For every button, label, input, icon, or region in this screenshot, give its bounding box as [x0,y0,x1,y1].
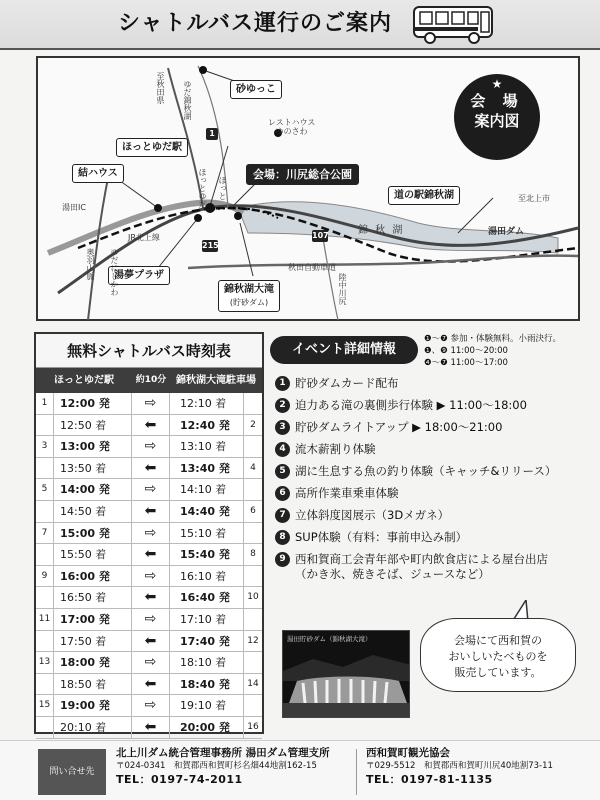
org-tourism-association [366,747,553,786]
time-hottoyuda: 16:50 着 [54,587,132,608]
event-text [295,552,585,582]
time-hottoyuda: 12:00 発 [54,393,132,414]
arrow-left-icon: ⬅ [132,631,170,652]
map-label-hottoyuda-small: ほっとゆだ [198,168,207,208]
row-number-left: 5 [36,479,54,500]
event-item [275,508,585,523]
timetable-row [36,458,262,480]
event-number-badge: 7 [275,508,290,523]
event-title: 湖に生息する魚の釣り体験（キャッチ&リリース） [295,464,557,478]
org2-address: 〒029-5512 和賀郡西和賀町川尻40地割73-11 [366,761,553,771]
event-text [295,530,585,545]
event-item [275,376,585,391]
star-icon: ★ [491,77,503,91]
arrow-right-icon: ⇨ [132,609,170,630]
timetable-header [36,368,262,393]
time-hottoyuda: 20:10 着 [54,717,132,738]
events-notes [424,333,561,369]
map-label-yuda-ic: 湯田IC [62,203,86,212]
time-falls-parking: 18:40 発 [170,674,244,695]
arrow-left-icon: ⬅ [132,415,170,436]
map-label-to-akita: 至秋田県 [156,72,165,104]
time-falls-parking: 15:40 発 [170,544,244,565]
row-number-left: 9 [36,566,54,587]
row-number-left: 7 [36,523,54,544]
event-number-badge: 6 [275,486,290,501]
timetable-row [36,674,262,696]
venue-map [36,56,580,321]
timetable-row [36,587,262,609]
timetable-row [36,566,262,588]
event-title: 西和賀商工会青年部や町内飲食店による屋台出店 [295,552,548,566]
map-label-ouu: 奥羽山脈 [86,248,95,280]
timetable-row [36,631,262,653]
time-hottoyuda: 14:00 発 [54,479,132,500]
event-text [295,486,585,501]
event-number-badge: 3 [275,420,290,435]
time-hottoyuda: 14:50 着 [54,501,132,522]
row-number-right: 6 [250,505,256,516]
col-falls-parking: 錦秋湖大滝駐車場 [176,375,256,386]
venue-map-badge [454,74,540,160]
time-hottoyuda: 19:00 発 [54,695,132,716]
event-text [295,398,585,413]
row-number-left [36,587,54,608]
row-number-left: 13 [36,652,54,673]
events-header: イベント詳細情報 [270,336,418,364]
event-item [275,420,585,435]
row-number-right: 12 [247,635,259,646]
row-number-left [36,501,54,522]
org2-name: 西和賀町観光協会 [366,747,450,759]
row-number-right [244,436,262,457]
event-item [275,464,585,479]
event-number-badge: 1 [275,376,290,391]
header-banner [0,0,600,50]
map-label-yudadam: 湯田ダム [488,227,525,237]
map-label-michinoeki: 道の駅錦秋湖 [388,186,460,205]
time-hottoyuda: 18:50 着 [54,674,132,695]
events-note-1: ❶〜❼ 参加・体験無料。小雨決行。 [424,334,561,344]
arrow-right-icon: ⇨ [132,523,170,544]
bus-icon [412,4,496,46]
event-text [295,464,585,479]
row-number-right: 4 [250,462,256,473]
waterfall-illustration [283,631,410,718]
shuttle-timetable [34,332,264,734]
time-falls-parking: 19:10 着 [170,695,244,716]
time-falls-parking: 15:10 着 [170,523,244,544]
falls-line2: (貯砂ダム) [229,298,269,307]
map-label-kinshuko: 錦 秋 湖 [358,225,405,236]
bubble-line-1: 会場にて西和賀の [454,634,542,647]
row-number-right: 2 [250,419,256,430]
org1-tel: TEL：0197-74-2011 [116,773,243,786]
event-item [275,442,585,457]
map-label-falls [218,280,280,312]
route-107-sign: 107 [312,231,329,240]
event-item [275,530,585,545]
row-number-right [244,479,262,500]
time-falls-parking: 14:10 着 [170,479,244,500]
map-label-yunishikawa: ゆだにしかわ [110,248,119,296]
col-hottoyuda: ほっとゆだ駅 [54,375,114,386]
route-1-sign: 1 [206,128,218,140]
resthouse-line2: ゆのさわ [275,127,308,136]
event-number-badge: 9 [275,552,290,567]
org1-address: 〒024-0341 和賀郡西和賀町杉名畑44地割162-15 [116,761,317,771]
map-label-yumeplaza: 湯夢プラザ [108,266,170,285]
row-number-right [244,652,262,673]
timetable-rows [36,393,262,739]
org2-tel: TEL：0197-81-1135 [366,773,493,786]
arrow-right-icon: ⇨ [132,695,170,716]
contact-label: 問い合せ先 [38,749,106,795]
timetable-row [36,479,262,501]
timetable-row [36,415,262,437]
time-hottoyuda: 17:50 着 [54,631,132,652]
time-hottoyuda: 15:50 着 [54,544,132,565]
event-title: 迫力ある滝の裏側歩行体験 ▶ 11:00〜18:00 [295,398,527,412]
time-falls-parking: 12:10 着 [170,393,244,414]
timetable-row [36,436,262,458]
timetable-row [36,501,262,523]
map-label-venue: 会場：川尻総合公園 [246,164,359,185]
resthouse-line1: レストハウス [268,118,316,127]
arrow-right-icon: ⇨ [132,436,170,457]
time-falls-parking: 17:10 着 [170,609,244,630]
time-hottoyuda: 12:50 着 [54,415,132,436]
event-text [295,508,585,523]
events-note-3: ❹〜❼ 11:00〜17:00 [424,358,508,368]
event-text [295,376,585,391]
dam-photo [282,630,410,718]
map-label-jr-line: JR北上線 [128,233,160,242]
arrow-left-icon: ⬅ [132,458,170,479]
photo-caption: 湯田貯砂ダム（錦秋湖大滝） [287,635,372,643]
row-number-right [244,609,262,630]
arrow-left-icon: ⬅ [132,501,170,522]
time-falls-parking: 18:10 着 [170,652,244,673]
arrow-left-icon: ⬅ [132,717,170,738]
badge-line2: 案内図 [474,112,520,130]
timetable-row [36,717,262,739]
falls-line1: 錦秋湖大滝 [224,284,274,295]
time-falls-parking: 16:10 着 [170,566,244,587]
map-label-hottoyuda: ほっとゆだ駅 [116,138,188,157]
timetable-row [36,544,262,566]
events-note-2: ❶、❾ 11:00〜20:00 [424,346,508,356]
event-item [275,398,585,413]
col-duration: 約10分 [135,375,167,385]
timetable-row [36,393,262,415]
footer-divider [356,749,357,795]
time-hottoyuda: 15:00 発 [54,523,132,544]
map-label-to-kitakami: 至北上市 [518,194,550,203]
event-title: 流木薪割り体験 [295,442,376,456]
event-title: SUP体験（有料：事前申込み制） [295,530,468,544]
badge-line1: 会 場 [470,92,524,110]
event-item [275,486,585,501]
arrow-left-icon: ⬅ [132,587,170,608]
row-number-right: 8 [250,549,256,560]
arrow-right-icon: ⇨ [132,479,170,500]
arrow-right-icon: ⇨ [132,652,170,673]
time-hottoyuda: 13:50 着 [54,458,132,479]
event-item [275,552,585,582]
map-label-rikuchu: 陸中川尻 [338,273,347,305]
row-number-left: 11 [36,609,54,630]
route-215-sign: 215 [202,241,219,250]
time-falls-parking: 12:40 発 [170,415,244,436]
event-title: 高所作業車乗車体験 [295,486,399,500]
timetable-row [36,695,262,717]
time-hottoyuda: 16:00 発 [54,566,132,587]
time-falls-parking: 14:40 発 [170,501,244,522]
time-falls-parking: 16:40 発 [170,587,244,608]
map-label-kawajiri: ほっと [218,176,227,200]
row-number-right: 14 [247,678,259,689]
time-falls-parking: 20:00 発 [170,717,244,738]
event-text [295,420,585,435]
bubble-line-3: 販売しています。 [454,666,542,679]
time-hottoyuda: 13:00 発 [54,436,132,457]
event-number-badge: 4 [275,442,290,457]
food-speech-bubble [420,618,576,692]
timetable-row [36,609,262,631]
arrow-right-icon: ⇨ [132,393,170,414]
event-number-badge: 2 [275,398,290,413]
arrow-right-icon: ⇨ [132,566,170,587]
event-title: 貯砂ダムカード配布 [295,376,399,390]
row-number-left: 3 [36,436,54,457]
time-falls-parking: 13:40 発 [170,458,244,479]
row-number-right [244,393,262,414]
event-text [295,442,585,457]
row-number-right: 10 [247,592,259,603]
row-number-left [36,674,54,695]
map-label-nishiwaga: ゆだ錦秋湖 [183,80,192,120]
page-title: シャトルバス運行のご案内 [118,11,393,36]
event-subtext: （かき氷、焼きそば、ジュースなど） [295,567,490,581]
arrow-left-icon: ⬅ [132,544,170,565]
map-label-resthouse [268,118,315,136]
row-number-right [244,523,262,544]
org1-name: 北上川ダム統合管理事務所 湯田ダム管理支所 [116,747,330,759]
time-falls-parking: 13:10 着 [170,436,244,457]
row-number-left [36,717,54,738]
time-hottoyuda: 18:00 発 [54,652,132,673]
map-label-expressway: 秋田自動車道 [288,263,336,272]
time-falls-parking: 17:40 発 [170,631,244,652]
event-title: 貯砂ダムライトアップ ▶ 18:00〜21:00 [295,420,503,434]
time-hottoyuda: 17:00 発 [54,609,132,630]
map-label-musubi: 結ハウス [72,164,124,183]
timetable-row [36,523,262,545]
row-number-left: 15 [36,695,54,716]
footer-contact [0,740,600,800]
row-number-left [36,458,54,479]
bubble-line-2: おいしいたべものを [448,650,548,663]
event-title: 立体斜度図展示（3Dメガネ） [295,508,450,522]
event-number-badge: 5 [275,464,290,479]
event-number-badge: 8 [275,530,290,545]
row-number-left [36,415,54,436]
timetable-title: 無料シャトルバス時刻表 [36,334,262,368]
arrow-left-icon: ⬅ [132,674,170,695]
row-number-right [244,695,262,716]
row-number-left [36,544,54,565]
row-number-left [36,631,54,652]
map-label-sunayukko: 砂ゆっこ [230,80,282,99]
row-number-left: 1 [36,393,54,414]
events-list [275,376,585,589]
row-number-right: 16 [247,721,259,732]
timetable-row [36,652,262,674]
row-number-right [244,566,262,587]
org-dam-office [116,747,330,786]
